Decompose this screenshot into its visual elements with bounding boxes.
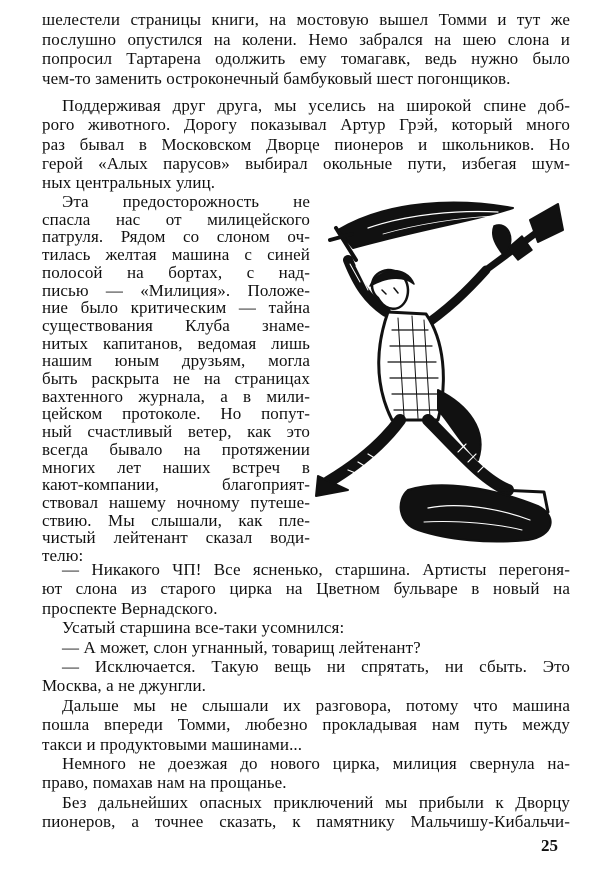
text-line: нашим юным друзьям, могла [42,351,310,371]
text-line: цейском протоколе. Но попут- [42,404,310,424]
text-line: чистый лейтенант сказал води- [42,528,310,548]
text-line: Дальше мы не слышали их разговора, потому что машина [62,695,570,715]
text-line: существования Клуба знаме- [42,315,310,335]
text-line: пошла впереди Томми, любезно прокладывая нам путь между [42,715,570,735]
text-line: быть раскрыта не на страницах [42,369,310,388]
text-line: ный счастливый ветер, как это [42,422,310,442]
text-line: ние было критическим — тайна [42,298,310,318]
text-line: право, помахав нам на прощанье. [42,773,287,793]
text-line: — Никакого ЧП! Все ясненько, старшина. Артисты перегоня- [62,560,570,579]
text-line: Москва, а не джунгли. [42,676,206,696]
text-line: ствовал нашему ночному путеше- [42,492,310,512]
text-line: ют слона из старого цирка на Цветном бульваре в новый на [42,579,570,599]
page-number: 25 [541,836,558,855]
text-line: нитых капитанов, ведомая лишь [42,333,310,353]
text-line: шелестели страницы книги, на мостовую вышел Томми и тут же [42,10,570,29]
text-line: рого животного. Дорогу показывал Артур Грэй, который много [42,115,570,135]
text-line: послушно опустился на колени. Немо забрался на шею слона и [42,29,570,49]
text-line: раз бывал в Московском Дворце пионеров и школьников. Но [42,134,570,154]
text-line: полосой на бортах, с над- [42,262,310,282]
text-line: пионеров, а точнее сказать, к памятнику Мальчишу-Кибальчи- [42,812,570,832]
text-line: спасла нас от милицейского [42,209,310,229]
text-line: Поддерживая друг друга, мы уселись на широкой спине доб- [62,96,570,115]
text-line: Немного не доезжая до нового цирка, милиция свернула на- [62,754,570,773]
text-line: тилась желтая машина с синей [42,245,310,265]
text-line: попросил Тартарена одолжить ему томагавк, ведь нужно было [42,49,570,68]
text-line: вахтенного журнала, а в мили- [42,386,310,406]
text-line: всегда бывало на протяжении [42,439,310,459]
text-line: чем-то заменить остроконечный бамбуковый шест погонщиков. [42,68,511,88]
text-line: многих лет наших встреч в [42,457,310,477]
text-line: проспекте Вернадского. [42,598,218,618]
text-line: такси и продуктовыми машинами... [42,734,303,754]
text-line: — Исключается. Такую вещь ни спрятать, ни сбыть. Это [62,657,570,676]
text-line: ных центральных улиц. [42,173,216,193]
text-line: Усатый старшина все-таки усомнился: [62,618,345,638]
text-line: — А может, слон угнанный, товарищ лейтенант? [62,637,421,657]
text-line: ствию. Мы слышали, как пле- [42,510,310,530]
text-line: писью — «Милиция». Положе- [42,280,310,300]
illustration-running-figure [308,190,570,562]
text-line: Без дальнейших опасных приключений мы прибыли к Дворцу [62,792,570,812]
text-line: патруля. Рядом со слоном оч- [42,227,310,247]
text-line: Эта предосторожность не [62,192,310,211]
text-line: телю: [42,546,84,565]
text-line: герой «Алых парусов» выбирал окольные пути, избегая шум- [42,153,570,173]
text-line: кают-компании, благоприят- [42,475,310,495]
